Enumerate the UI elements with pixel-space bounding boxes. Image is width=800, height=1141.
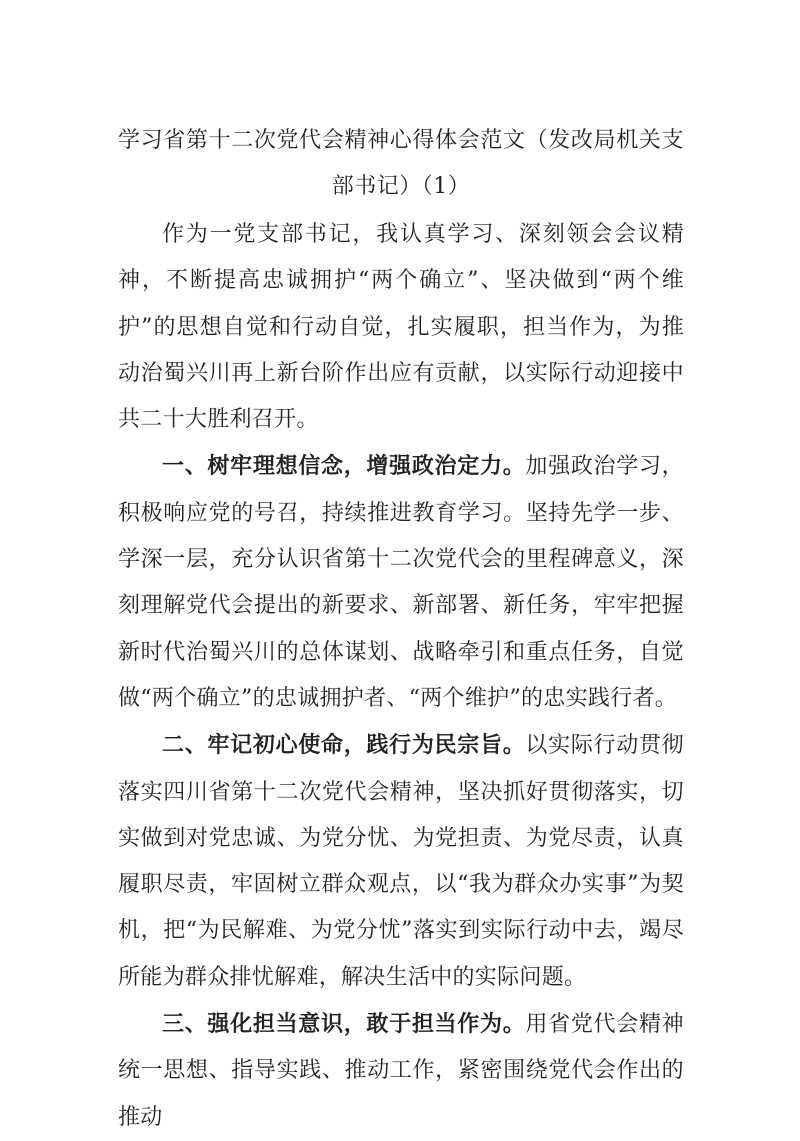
section-2-body: 以实际行动贯彻落实四川省第十二次党代会精神，坚决抓好贯彻落实，切实做到对党忠诚、为党分忧、为党担责、为党尽责，认真履职尽责，牢固树立群众观点，以“我为群众办实事”为契机，把“为民解难、为党分忧”落实到实际行动中去，竭尽所能为群众排忧解难，解决生活中的实际问题。 xyxy=(118,733,684,990)
section-2-heading: 二、牢记初心使命，践行为民宗旨。 xyxy=(162,732,526,759)
section-1-heading: 一、树牢理想信念，增强政治定力。 xyxy=(162,453,526,480)
paragraph-intro xyxy=(118,212,684,443)
section-1-body: 加强政治学习，积极响应党的号召，持续推进教育学习。坚持先学一步、学深一层，充分认识省第十二次党代会的里程碑意义，深刻理解党代会提出的新要求、新部署、新任务，牢牢把握新时代治蜀兴川的总体谋划、战略牵引和重点任务，自觉做“两个确立”的忠诚拥护者、“两个维护”的忠实践行者。 xyxy=(118,454,684,711)
paragraph-section-3 xyxy=(118,1001,684,1141)
paragraph-section-1 xyxy=(118,443,684,722)
document-page xyxy=(118,118,684,1141)
section-3-heading: 三、强化担当意识，敢于担当作为。 xyxy=(162,1011,526,1038)
paragraph-section-2 xyxy=(118,722,684,1001)
document-title: 学习省第十二次党代会精神心得体会范文（发改局机关支部书记）（1） xyxy=(118,128,684,199)
section-3-body: 用省党代会精神统一思想、指导实践、推动工作，紧密围绕党代会作出的推动 xyxy=(118,1012,684,1130)
paragraph-intro-body: 作为一党支部书记，我认真学习、深刻领会会议精神，不断提高忠诚拥护“两个确立”、坚决做到“两个维护”的思想自觉和行动自觉，扎实履职，担当作为，为推动治蜀兴川再上新台阶作出应有贡献，以实际行动迎接中共二十大胜利召开。 xyxy=(118,222,684,433)
